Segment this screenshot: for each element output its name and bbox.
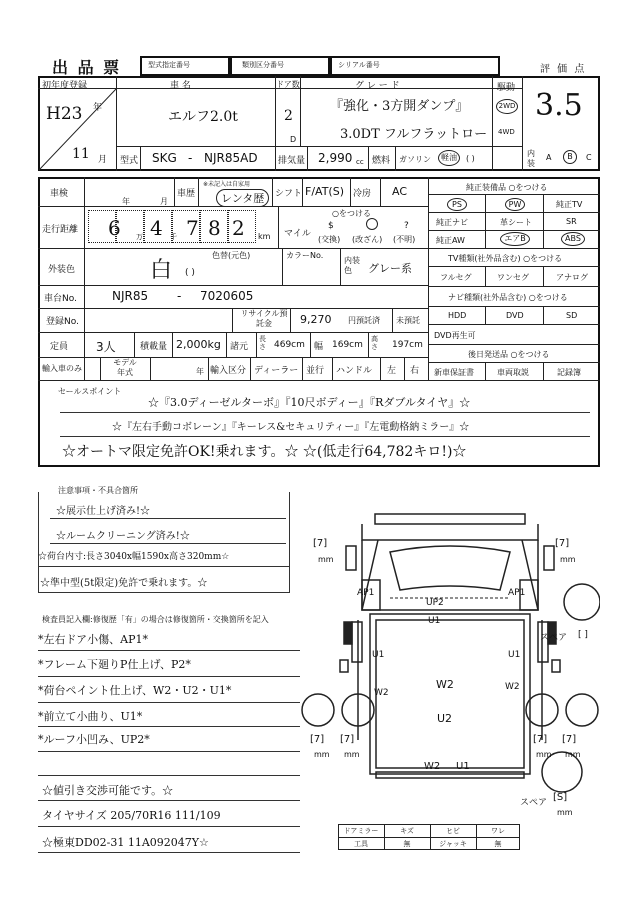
damage-ap1-left: AP1: [357, 588, 375, 598]
serial-label: シリアル番号: [338, 61, 380, 69]
tv-oneseg[interactable]: ワンセグ: [497, 273, 529, 282]
load-label: 積載量: [140, 342, 168, 352]
tv-fullseg[interactable]: フルセグ: [440, 273, 472, 282]
year-unit: 年: [93, 103, 103, 113]
equip-airbag[interactable]: エアB: [500, 232, 530, 246]
tire-rear-lr-value: [7]: [340, 734, 355, 745]
tools-tool-label: 工具: [354, 840, 368, 848]
dvd-play[interactable]: DVD再生可: [434, 331, 476, 340]
category-box: [230, 56, 330, 76]
model-designation-label: 型式指定番号: [148, 61, 190, 69]
grade-line1: 『強化・3方開ダンプ』: [330, 99, 469, 114]
first-reg-label: 初年度登録: [42, 81, 88, 91]
spare-value-2-text: S: [556, 792, 564, 803]
tire-rear-ll-value: [7]: [310, 734, 325, 745]
interior-label: 内装: [527, 149, 535, 168]
fuel-label: 燃料: [372, 156, 391, 166]
model-dash: -: [188, 151, 193, 165]
fuel-paren: ( ): [466, 154, 475, 163]
ac-value: AC: [392, 185, 408, 198]
tire-rear-rr: 7: [565, 734, 573, 745]
chassis-label: 車台No.: [44, 294, 77, 304]
mileage-digit-4: 8: [208, 216, 221, 240]
equip-genuine-tv[interactable]: 純正TV: [556, 200, 583, 209]
sales-line1: ☆『3.0ディーゼルターボ』『10尺ボディー』『Rダブルタイヤ』☆: [148, 396, 471, 409]
mile-note: ○をつける: [332, 209, 371, 218]
mile-exchange[interactable]: (交換): [318, 235, 341, 244]
drive-label: 駆動: [497, 83, 516, 93]
history-rental[interactable]: レンタ歴: [216, 189, 269, 207]
tire-size: タイヤサイズ 205/70R16 111/109: [42, 809, 221, 822]
load-value: 2,000kg: [176, 338, 221, 351]
mile-unknown[interactable]: (不明): [393, 235, 416, 244]
navi-sd[interactable]: SD: [566, 311, 578, 320]
model-label: 型式: [120, 156, 139, 166]
cab-top: [375, 514, 525, 524]
windshield: [390, 546, 510, 590]
chassis-prefix: NJR85: [112, 289, 149, 303]
navi-hdd[interactable]: HDD: [448, 311, 467, 320]
notes-line2: ☆ルームクリーニング済み!☆: [56, 531, 190, 542]
length-value: 469cm: [274, 340, 305, 350]
grade-label: グ レ ー ド: [355, 81, 400, 91]
handle-left[interactable]: 左: [387, 366, 397, 376]
capacity-value: 3人: [96, 340, 116, 354]
damage-u2-center: U2: [437, 712, 453, 725]
height-value: 197cm: [392, 340, 423, 350]
import-label: 輸入車のみ: [42, 364, 82, 373]
model-year-label: モデル年式: [113, 358, 137, 377]
door-d: D: [290, 135, 297, 144]
spare-value-1: [ ]: [578, 630, 588, 640]
truck-bed: [370, 614, 530, 774]
tools-break: ワレ: [491, 827, 505, 835]
tools-scratch: キズ: [400, 827, 414, 835]
spare-value-2: [S]: [553, 792, 568, 803]
drive-2wd-option[interactable]: 2WD: [496, 99, 518, 114]
spare-label-1: スペア: [540, 633, 568, 643]
fuel-diesel[interactable]: 軽油: [438, 150, 460, 166]
drive-4wd-option[interactable]: 4WD: [498, 128, 515, 136]
length-label: 長さ: [259, 335, 266, 351]
car-name: エルフ2.0t: [168, 109, 238, 125]
capacity-label: 定員: [50, 342, 69, 352]
fuel-gasoline[interactable]: ガソリン: [399, 155, 431, 164]
inspector-line3: *荷台ペイント仕上げ、W2・U2・U1*: [38, 684, 232, 697]
model-code: NJR85AD: [204, 151, 258, 165]
tv-label: TV種類(社外品含む) ○をつける: [448, 254, 563, 263]
docs-label: 後日発送品 ○をつける: [468, 350, 550, 359]
tire-rear-rl-unit: mm: [536, 750, 552, 759]
shift-value: F/AT(S): [305, 185, 344, 198]
notes-label: 注意事項・不具合箇所: [58, 486, 138, 495]
history-label: 車歴: [177, 189, 196, 199]
tools-jack-label: ジャッキ: [439, 840, 467, 848]
inspector-line4: *前立て小曲り、U1*: [38, 710, 143, 723]
height-label: 高さ: [371, 335, 378, 351]
tools-jack-value: 無: [494, 840, 502, 848]
interior-color-label: 内装色: [344, 256, 360, 275]
damage-w2-right: W2: [505, 682, 520, 692]
tire-rear-lr: 7: [343, 734, 351, 745]
navi-label: ナビ種類(社外品含む) ○をつける: [448, 293, 568, 302]
color-change-paren: ( ): [185, 268, 195, 278]
tire-top-right: 7: [558, 538, 566, 549]
color-no-label: カラーNo.: [286, 251, 324, 260]
tire-rear-ll-unit: mm: [314, 750, 330, 759]
inspector-line1: *左右ドア小傷、AP1*: [38, 633, 149, 646]
mile-unknown-mark: ?: [404, 221, 409, 231]
tire-rear-right-outer: [566, 694, 598, 726]
docs-records[interactable]: 記録簿: [557, 368, 581, 377]
body-plate: ☆極東DD02-31 11A092047Y☆: [42, 836, 209, 849]
damage-u1-top: U1: [428, 616, 441, 626]
docs-manual[interactable]: 車両取説: [497, 368, 529, 377]
recycle-label: リサイクル預託金: [240, 309, 288, 328]
tv-analog[interactable]: アナログ: [556, 273, 588, 282]
ac-label: 冷房: [353, 189, 372, 199]
tire-rear-rr-unit: mm: [565, 750, 581, 759]
equip-leather[interactable]: 革シート: [500, 218, 532, 227]
cab-body: [362, 540, 538, 610]
tools-crack: ヒビ: [446, 827, 460, 835]
mile-tamper-circle: [366, 218, 378, 233]
tire-top-left-unit: mm: [318, 555, 334, 564]
color-change-label: 色替(元色): [212, 251, 251, 260]
mileage-sen: 千: [170, 233, 177, 241]
damage-w2-center: W2: [436, 678, 454, 691]
chassis-number: 7020605: [200, 289, 254, 303]
notes-line3: ☆荷台内寸:長さ3040x幅1590x高さ320mm☆: [38, 552, 230, 562]
cab-outer: [362, 524, 538, 540]
grade-line2: 3.0DT フルフラットロー: [340, 127, 488, 142]
recycle-status1[interactable]: 円預託済: [348, 316, 380, 325]
exterior-label: 外装色: [48, 265, 76, 275]
displacement-value: 2,990: [318, 151, 353, 165]
damage-u1-right: U1: [508, 650, 521, 660]
shift-label: シフト: [275, 189, 303, 199]
model-prefix: SKG: [152, 151, 177, 165]
mileage-man: 万: [136, 233, 143, 241]
equip-abs[interactable]: ABS: [561, 232, 585, 246]
exterior-color: 白: [150, 258, 173, 283]
serial-box: [330, 56, 500, 76]
damage-up2: UP2: [426, 598, 444, 608]
equip-pw[interactable]: PW: [505, 198, 525, 211]
door-label: ドア数: [276, 80, 300, 89]
tire-rear-rl-value: [7]: [533, 734, 548, 745]
sales-line3: ☆オートマ限定免許OK!乗れます。☆ ☆(低走行64,782キロ!)☆: [62, 444, 467, 460]
tools-tool-value: 無: [403, 840, 411, 848]
spare-tire-1: [564, 584, 600, 620]
displacement-unit: cc: [356, 158, 364, 166]
tire-top-left: 7: [316, 538, 324, 549]
sales-label: セールスポイント: [58, 387, 122, 396]
equip-genuine-navi[interactable]: 純正ナビ: [436, 218, 468, 227]
equip-ps[interactable]: PS: [447, 198, 467, 211]
month-unit: 月: [98, 155, 108, 165]
interior-c[interactable]: C: [586, 153, 592, 162]
equip-sr[interactable]: SR: [566, 217, 577, 226]
import-parallel[interactable]: 並行: [306, 366, 325, 376]
equip-genuine-aw[interactable]: 純正AW: [436, 236, 465, 245]
tire-rear-lr-unit: mm: [344, 750, 360, 759]
notes-line4: ☆準中型(5t限定)免許で乗れます。☆: [40, 578, 208, 589]
recycle-status2[interactable]: 未預託: [396, 316, 420, 325]
import-type-label: 輸入区分: [210, 366, 247, 376]
mile-label: マイル: [284, 229, 311, 239]
inspector-line2: *フレーム下廻りP仕上げ、P2*: [38, 658, 191, 671]
width-label: 幅: [314, 342, 324, 352]
spare-label-2: スペア: [520, 798, 548, 808]
chassis-dash: -: [177, 289, 182, 303]
mileage-digit-1: 6: [108, 216, 121, 240]
docs-warranty[interactable]: 新車保証書: [434, 368, 474, 377]
damage-w2-left: W2: [374, 688, 389, 698]
tire-rear-left-outer: [302, 694, 334, 726]
rating-label: 評 価 点: [540, 64, 587, 75]
mileage-digits: [88, 210, 248, 244]
tire-top-right-value: [7]: [555, 538, 570, 549]
inspection-year-unit: 年: [122, 197, 130, 206]
category-label: 類別区分番号: [242, 61, 284, 69]
mileage-unit: km: [258, 232, 271, 241]
interior-a[interactable]: A: [546, 153, 552, 162]
tire-rear-rl: 7: [536, 734, 544, 745]
inspection-month-unit: 月: [160, 197, 168, 206]
sales-line2: ☆『左右手動コボレーン』『キーレス&セキュリティー』『左電動格納ミラー』☆: [112, 422, 470, 433]
interior-b[interactable]: B: [563, 150, 577, 164]
mile-dollar[interactable]: $: [328, 221, 334, 231]
first-reg-year: H23: [46, 104, 83, 124]
tire-top-right-unit: mm: [560, 555, 576, 564]
inspector-label: 検査員記入欄:修復歴「有」の場合は修復箇所・交換箇所を記入: [42, 615, 269, 624]
damage-u1-left: U1: [372, 650, 385, 660]
mileage-label: 走行距離: [42, 225, 79, 235]
damage-ap1-right: AP1: [508, 588, 526, 598]
handle-right[interactable]: 右: [410, 366, 420, 376]
spare-unit: mm: [557, 808, 573, 817]
damage-u1-bottom: U1: [456, 761, 470, 772]
car-name-label: 車 名: [170, 81, 191, 91]
negotiation-note: ☆値引き交渉可能です。☆: [42, 784, 174, 797]
mileage-digit-5: 2: [232, 216, 245, 240]
door-count: 2: [284, 108, 293, 124]
dimension-label: 諸元: [230, 342, 249, 352]
model-year-unit: 年: [196, 367, 204, 376]
interior-color: グレー系: [368, 262, 412, 275]
navi-dvd[interactable]: DVD: [506, 311, 524, 320]
truck-diagram: [300, 510, 600, 825]
first-reg-month: 11: [72, 146, 90, 162]
form-title: 出 品 票: [52, 58, 122, 77]
mileage-digit-2: 4: [150, 216, 163, 240]
displacement-label: 排気量: [278, 156, 306, 166]
model-designation-box: [140, 56, 230, 76]
tire-top-left-value: [7]: [313, 538, 328, 549]
tools-door-mirror: ドアミラー: [343, 827, 379, 835]
rating-score: 3.5: [535, 88, 583, 123]
registration-label: 登録No.: [46, 317, 79, 327]
tire-rear-ll: 7: [313, 734, 321, 745]
notes-line1: ☆展示仕上げ済み!☆: [56, 506, 151, 517]
inspector-line5: *ルーフ小凹み、UP2*: [38, 733, 150, 746]
tire-rear-rr-value: [7]: [562, 734, 577, 745]
width-value: 169cm: [332, 340, 363, 350]
history-note: ※未記入は自家用: [203, 181, 251, 188]
recycle-amount: 9,270: [300, 313, 332, 326]
handle-label: ハンドル: [336, 366, 373, 376]
inspection-label: 車検: [50, 189, 69, 199]
import-dealer[interactable]: ディーラー: [254, 366, 299, 376]
damage-w2-bottom: W2: [424, 761, 441, 772]
genuine-label: 純正装備品 ○をつける: [466, 183, 548, 192]
mile-tamper[interactable]: (改ざん): [352, 235, 383, 244]
mileage-digit-3: 7: [186, 216, 199, 240]
